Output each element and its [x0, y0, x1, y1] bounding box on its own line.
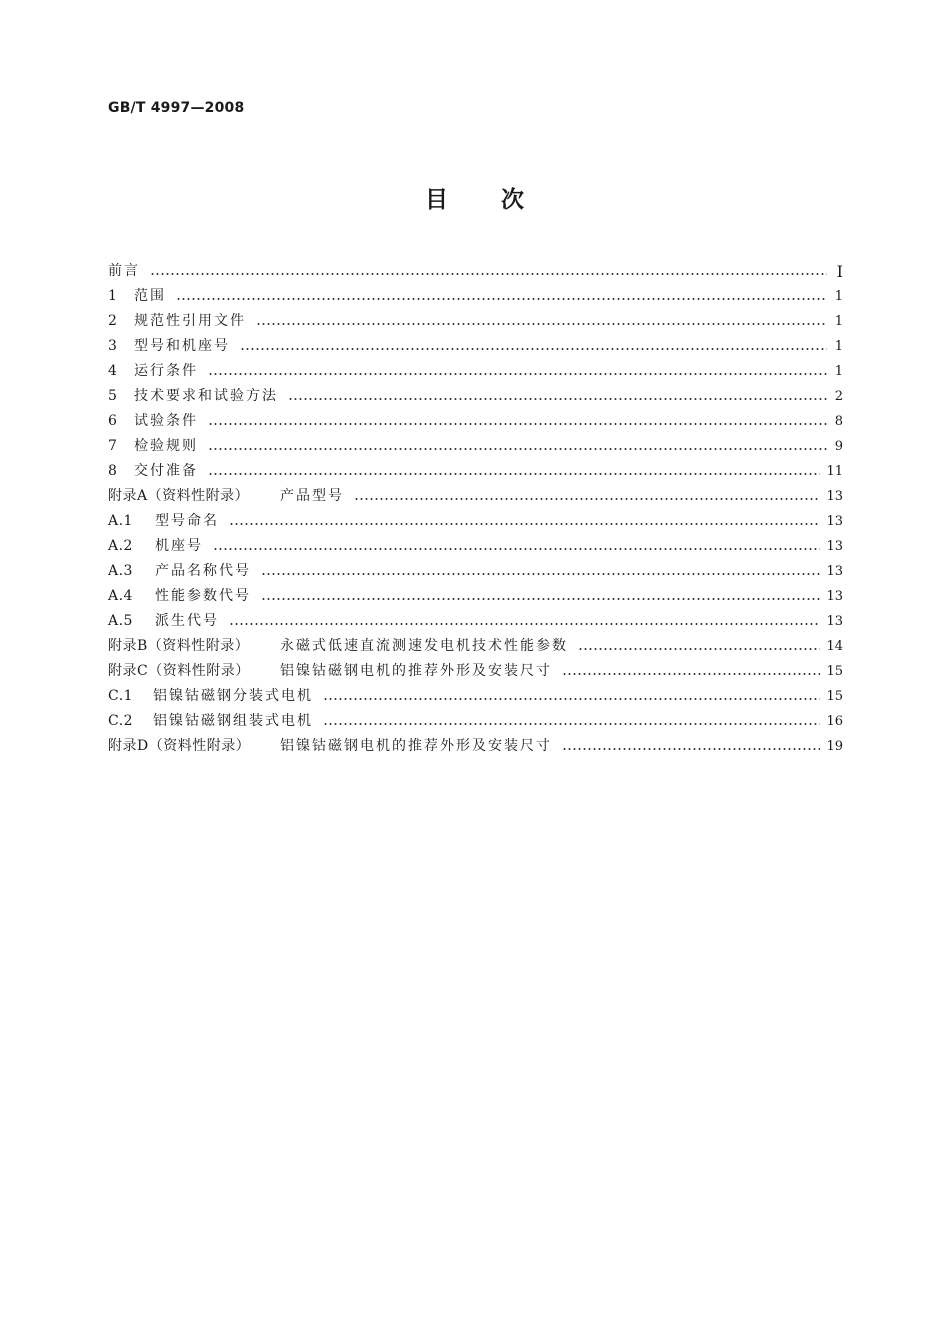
toc-entry-label: 前言	[108, 263, 140, 279]
toc-entry-page: 16	[826, 714, 843, 729]
toc-leader-dots	[240, 348, 827, 350]
toc-entry-page: 2	[834, 389, 843, 404]
toc-entry-label: 运行条件	[134, 363, 198, 379]
toc-entry-5[interactable]	[108, 384, 843, 409]
toc-leader-dots	[176, 298, 827, 300]
toc-entry-number: 附录B（资料性附录）	[108, 638, 250, 654]
toc-entry-a4[interactable]	[108, 584, 843, 609]
toc-leader-dots	[578, 648, 820, 650]
toc-entry-page: 8	[834, 414, 843, 429]
toc-leader-dots	[229, 523, 820, 525]
toc-entry-number: 5	[108, 388, 118, 404]
toc-entry-number: A.1	[108, 513, 133, 529]
toc-entry-number: 6	[108, 413, 118, 429]
toc-entry-preface[interactable]	[108, 259, 843, 284]
toc-entry-number: 2	[108, 313, 118, 329]
toc-entry-c2[interactable]	[108, 709, 843, 734]
toc-entry-page: 13	[826, 564, 843, 579]
toc-entry-2[interactable]	[108, 309, 843, 334]
toc-entry-label: 范围	[134, 288, 166, 304]
toc-entry-annex-a[interactable]	[108, 484, 843, 509]
toc-entry-label: 铝镍钴磁钢电机的推荐外形及安装尺寸	[280, 738, 552, 754]
toc-entry-page: 15	[826, 664, 843, 679]
toc-entry-number: 1	[108, 288, 118, 304]
toc-entry-label: 试验条件	[134, 413, 198, 429]
toc-entry-label: 永磁式低速直流测速发电机技术性能参数	[280, 638, 568, 654]
toc-entry-label: 产品名称代号	[155, 563, 251, 579]
toc-entry-number: C.1	[108, 688, 134, 704]
toc-entry-page: 1	[834, 289, 843, 304]
toc-entry-number: A.2	[108, 538, 133, 554]
toc-leader-dots	[261, 573, 820, 575]
toc-entry-a1[interactable]	[108, 509, 843, 534]
toc-entry-number: 附录C（资料性附录）	[108, 663, 250, 679]
toc-entry-label: 规范性引用文件	[134, 313, 246, 329]
toc-entry-6[interactable]	[108, 409, 843, 434]
toc-entry-page: 1	[834, 364, 843, 379]
toc-entry-1[interactable]	[108, 284, 843, 309]
toc-entry-page: 9	[834, 439, 843, 454]
toc-leader-dots	[323, 698, 820, 700]
toc-entry-label: 产品型号	[280, 488, 344, 504]
toc-entry-page: 13	[826, 539, 843, 554]
toc-leader-dots	[208, 473, 820, 475]
toc-entry-label: 铝镍钴磁钢电机的推荐外形及安装尺寸	[280, 663, 552, 679]
title-part-1: 目	[425, 187, 449, 213]
toc-leader-dots	[256, 323, 827, 325]
toc-entry-number: A.4	[108, 588, 133, 604]
toc-leader-dots	[213, 548, 820, 550]
toc-leader-dots	[562, 748, 820, 750]
toc-entry-number: 3	[108, 338, 118, 354]
page-title	[0, 181, 950, 214]
toc-entry-annex-c[interactable]	[108, 659, 843, 684]
toc-entry-label: 检验规则	[134, 438, 198, 454]
title-part-2: 次	[501, 187, 525, 213]
standard-code: GB/T 4997—2008	[108, 100, 245, 116]
toc-leader-dots	[323, 723, 820, 725]
toc-entry-label: 机座号	[155, 538, 203, 554]
toc-entry-number: A.5	[108, 613, 133, 629]
toc-entry-number: A.3	[108, 563, 133, 579]
toc-entry-3[interactable]	[108, 334, 843, 359]
toc-entry-annex-d[interactable]	[108, 734, 843, 759]
toc-entry-number: 4	[108, 363, 118, 379]
toc-entry-page: 13	[826, 489, 843, 504]
toc-entry-page: 19	[826, 739, 843, 754]
toc-entry-number: 附录D（资料性附录）	[108, 738, 251, 754]
toc-entry-page: 15	[826, 689, 843, 704]
toc-entry-4[interactable]	[108, 359, 843, 384]
toc-entry-a3[interactable]	[108, 559, 843, 584]
toc-entry-page: 13	[826, 614, 843, 629]
toc-entry-number: 8	[108, 463, 118, 479]
toc-entry-label: 性能参数代号	[155, 588, 251, 604]
toc-leader-dots	[208, 448, 827, 450]
toc-entry-number: 附录A（资料性附录）	[108, 488, 250, 504]
toc-entry-label: 派生代号	[155, 613, 219, 629]
toc-entry-label: 交付准备	[134, 463, 198, 479]
toc-entry-label: 型号和机座号	[134, 338, 230, 354]
toc-entry-page: 13	[826, 589, 843, 604]
toc-entry-page: 1	[834, 314, 843, 329]
toc-entry-number: C.2	[108, 713, 134, 729]
toc-leader-dots	[261, 598, 820, 600]
toc-entry-page: 14	[826, 639, 843, 654]
table-of-contents	[108, 259, 843, 759]
toc-entry-annex-b[interactable]	[108, 634, 843, 659]
toc-leader-dots	[208, 423, 827, 425]
toc-entry-page: 11	[826, 464, 843, 479]
toc-entry-label: 铝镍钴磁钢分装式电机	[153, 688, 313, 704]
toc-leader-dots	[229, 623, 820, 625]
toc-leader-dots	[288, 398, 827, 400]
toc-entry-number: 7	[108, 438, 118, 454]
toc-entry-label: 型号命名	[155, 513, 219, 529]
toc-entry-7[interactable]	[108, 434, 843, 459]
toc-entry-page: Ⅰ	[836, 262, 843, 281]
toc-leader-dots	[150, 273, 827, 275]
toc-entry-c1[interactable]	[108, 684, 843, 709]
toc-entry-page: 13	[826, 514, 843, 529]
toc-entry-page: 1	[834, 339, 843, 354]
toc-leader-dots	[354, 498, 820, 500]
toc-entry-a2[interactable]	[108, 534, 843, 559]
toc-entry-label: 技术要求和试验方法	[134, 388, 278, 404]
toc-entry-8[interactable]	[108, 459, 843, 484]
toc-leader-dots	[208, 373, 827, 375]
toc-entry-label: 铝镍钴磁钢组装式电机	[153, 713, 313, 729]
toc-leader-dots	[562, 673, 820, 675]
toc-entry-a5[interactable]	[108, 609, 843, 634]
